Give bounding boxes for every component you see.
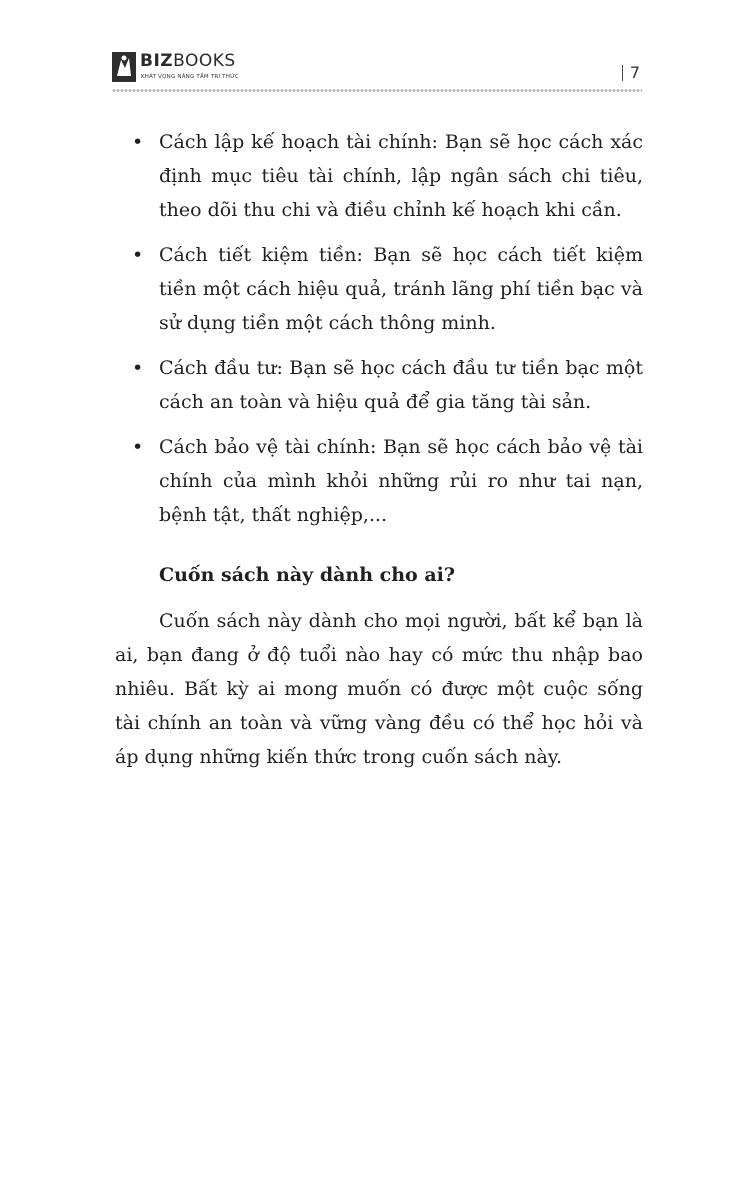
page-body — [115, 125, 643, 774]
header-dotted-rule — [112, 88, 642, 93]
page-number — [622, 64, 640, 82]
bullet-list — [115, 125, 643, 532]
brand-name — [140, 52, 236, 70]
brand-tagline: KHÁT VỌNG NÂNG TẦM TRI THỨC — [141, 74, 240, 80]
page-number-divider — [622, 65, 623, 81]
section-paragraph: Cuốn sách này dành cho mọi người, bất kể bạn là ai, bạn đang ở độ tuổi nào hay có mức thu nhập bao nhiêu. Bất kỳ ai mong muốn có được một cuộc sống tài chính an toàn và vững vàng đều có thể học hỏi và áp dụng những kiến thức trong cuốn sách này. — [115, 610, 643, 768]
list-item: • Cách đầu tư: Bạn sẽ học cách đầu tư tiền bạc một cách an toàn và hiệu quả để gia tăng tài sản. — [115, 351, 643, 419]
list-item: • Cách tiết kiệm tiền: Bạn sẽ học cách tiết kiệm tiền một cách hiệu quả, tránh lãng phí tiền bạc và sử dụng tiền một cách thông minh. — [115, 238, 643, 340]
page-number-value: 7 — [629, 63, 640, 82]
bizbooks-logo-icon — [112, 52, 136, 82]
page-header — [112, 50, 642, 96]
list-item: • Cách lập kế hoạch tài chính: Bạn sẽ học cách xác định mục tiêu tài chính, lập ngân sách chi tiêu, theo dõi thu chi và điều chỉnh kế hoạch khi cần. — [115, 125, 643, 227]
list-item: • Cách bảo vệ tài chính: Bạn sẽ học cách bảo vệ tài chính của mình khỏi những rủi ro như tai nạn, bệnh tật, thất nghiệp,... — [115, 430, 643, 532]
section-heading: Cuốn sách này dành cho ai? — [159, 564, 455, 586]
brand-rest: BOOKS — [173, 51, 236, 71]
brand-bold: BIZ — [140, 51, 174, 71]
